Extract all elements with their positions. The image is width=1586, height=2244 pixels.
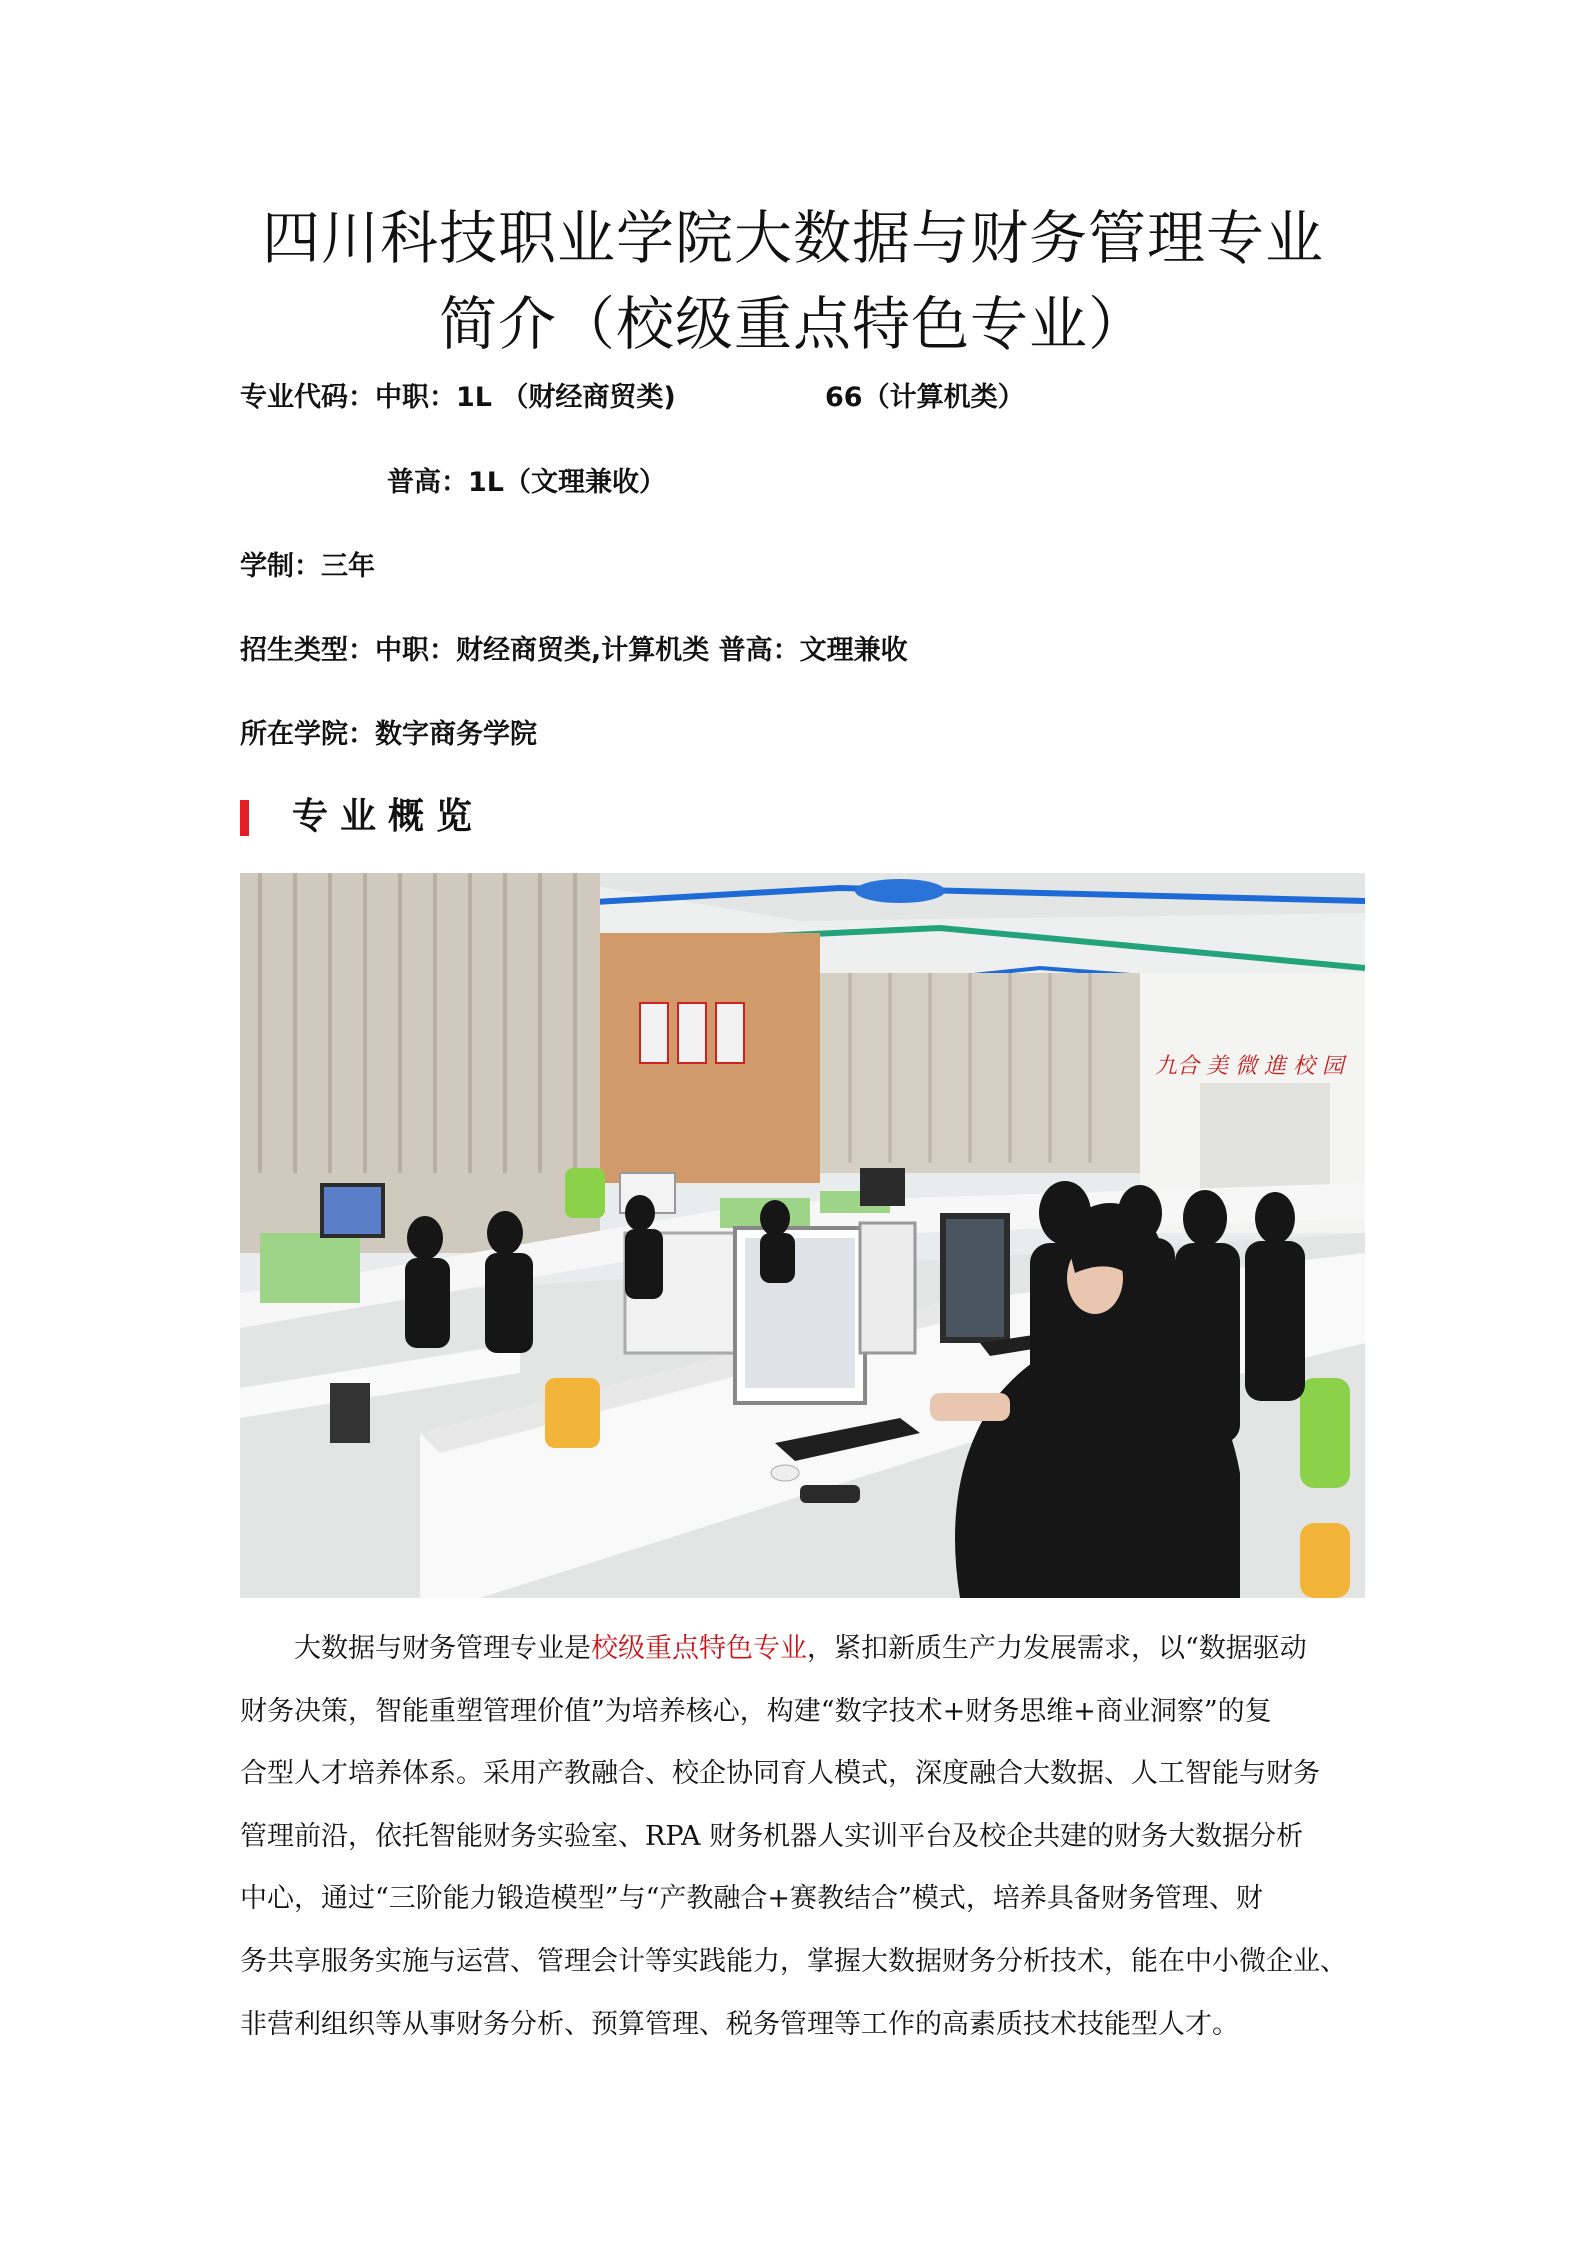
college-name: 所在学院：数字商务学院 bbox=[240, 719, 537, 750]
section-accent-bar bbox=[240, 800, 249, 836]
paragraph-line-1-start: 大数据与财务管理专业是 bbox=[294, 1633, 591, 1664]
major-code: 专业代码：中职：1L （财经商贸类) bbox=[240, 382, 676, 413]
paragraph-line-3: 合型人才培养体系。采用产教融合、校企协同育人模式，深度融合大数据、人工智能与财务 bbox=[240, 1758, 1320, 1790]
wall-banner-text: 九合 美 微 進 校 园 bbox=[1155, 1054, 1344, 1079]
page-title-line-1: 四川科技职业学院大数据与财务管理专业 bbox=[261, 204, 1324, 272]
section-title: 专业概览 bbox=[292, 796, 485, 837]
major-code-computer: 66（计算机类） bbox=[825, 382, 1025, 413]
paragraph-line-1-end: ，紧扣新质生产力发展需求，以“数据驱动 bbox=[807, 1633, 1307, 1664]
major-code-general: 普高：1L（文理兼收） bbox=[387, 467, 666, 498]
paragraph-line-7: 非营利组织等从事财务分析、预算管理、税务管理等工作的高素质技术技能型人才。 bbox=[240, 2008, 1239, 2040]
page-title-line-2: 简介（校级重点特色专业） bbox=[438, 290, 1147, 358]
intro-paragraph bbox=[240, 1618, 1365, 2056]
paragraph-line-5: 中心，通过“三阶能力锻造模型”与“产教融合+赛教结合”模式，培养具备财务管理、财 bbox=[240, 1883, 1263, 1915]
key-major-highlight: 校级重点特色专业 bbox=[591, 1633, 807, 1664]
paragraph-line-6: 务共享服务实施与运营、管理会计等实践能力，掌握大数据财务分析技术，能在中小微企业、 bbox=[240, 1945, 1347, 1977]
paragraph-line-2: 财务决策，智能重塑管理价值”为培养核心，构建“数字技术+财务思维+商业洞察”的复 bbox=[240, 1695, 1272, 1727]
classroom-photo bbox=[240, 873, 1365, 1598]
study-duration: 学制：三年 bbox=[240, 551, 375, 582]
enrollment-type: 招生类型：中职：财经商贸类,计算机类 普高：文理兼收 bbox=[240, 635, 908, 666]
paragraph-line-1 bbox=[240, 1618, 1365, 1681]
paragraph-line-4: 管理前沿，依托智能财务实验室、RPA 财务机器人实训平台及校企共建的财务大数据分析 bbox=[240, 1820, 1304, 1852]
